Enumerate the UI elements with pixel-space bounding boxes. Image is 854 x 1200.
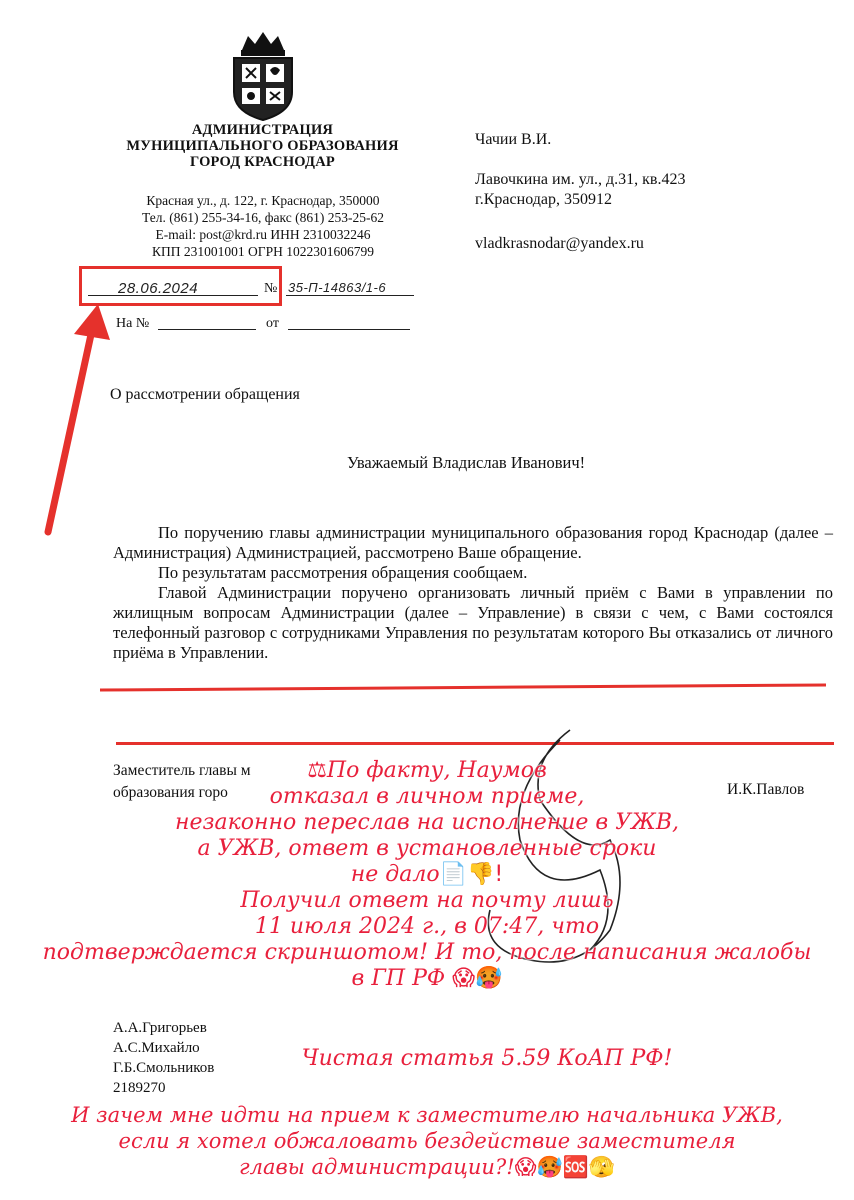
coat-of-arms-emblem [228, 30, 298, 122]
executor-2: А.С.Михайло [113, 1040, 200, 1056]
org-line-3: ГОРОД КРАСНОДАР [190, 154, 335, 170]
na-line [158, 315, 256, 330]
body-paragraph-2: По результатам рассмотрения обращения сообщаем. [158, 563, 528, 582]
ot-line [288, 315, 410, 330]
red-underline-1 [100, 683, 826, 691]
annotation-block-2 [0, 1102, 854, 1180]
letter-greeting: Уважаемый Владислав Иванович! [347, 453, 586, 472]
ot-label: от [266, 316, 279, 331]
number-handwritten: 35-П-14863/1-6 [288, 280, 387, 295]
contact-phone: Тел. (861) 255-34-16, факс (861) 253-25-62 [141, 210, 384, 225]
signatory-name: И.К.Павлов [727, 781, 805, 798]
signatory-line-1: Заместитель главы м [113, 762, 251, 779]
letter-subject: О рассмотрении обращения [110, 386, 300, 403]
annotation-line-9: в ГП РФ 😱🥵 [351, 966, 503, 991]
signatory-line-2: образования горо [113, 784, 228, 801]
organization-name [110, 122, 415, 170]
annotation-line-3: незаконно переслав на исполнение в УЖВ, [174, 810, 680, 835]
annotation-article: Чистая статья 5.59 КоАП РФ! [301, 1046, 673, 1071]
executor-3: Г.Б.Смольников [113, 1060, 215, 1076]
number-label: № [264, 281, 278, 296]
shocked-face-icon: 😱🥵 [452, 966, 503, 991]
executor-1: А.А.Григорьев [113, 1020, 207, 1036]
na-label: На № [116, 316, 150, 331]
red-arrow-icon [30, 300, 120, 540]
annotation-line-11: И зачем мне идти на прием к заместителю начальника УЖВ, [71, 1103, 783, 1127]
date-handwritten: 28.06.2024 [118, 280, 199, 297]
contact-email-inn: E-mail: post@krd.ru ИНН 2310032246 [155, 227, 371, 242]
sos-icon: 😱🥵🆘🫣 [514, 1155, 615, 1179]
recipient-block [475, 130, 685, 254]
recipient-email: vladkrasnodar@yandex.ru [475, 235, 644, 252]
annotation-line-1: ⚖По факту, Наумов [307, 758, 547, 783]
recipient-name: Чачии В.И. [475, 131, 552, 148]
annotation-line-2: отказал в личном приеме, [269, 784, 585, 809]
document-thumbs-down-icon: 📄👎! [439, 862, 504, 887]
annotation-line-7: 11 июля 2024 г., в 07:47, что [254, 914, 600, 939]
annotation-block-1 [0, 758, 854, 992]
letter-body [113, 523, 833, 663]
annotation-line-8: подтверждается скриншотом! И то, после написания жалобы [42, 940, 812, 965]
body-paragraph-3: Главой Администрации поручено организовать личный приём с Вами в управлении по жилищным вопросам Администрации (далее – Управление) в связи с чем, с Вами состоялся телефонный разговор с сотрудниками Управления по результатам которого Вы отказались от личного приёма в Управлении. [113, 583, 833, 662]
scales-icon: ⚖ [307, 758, 327, 783]
annotation-line-4: а УЖВ, ответ в установленные сроки [197, 836, 657, 861]
org-line-1: АДМИНИСТРАЦИЯ [191, 122, 334, 138]
annotation-line-6: Получил ответ на почту лишь [240, 888, 614, 913]
executor-phone: 2189270 [113, 1080, 166, 1096]
contact-address: Красная ул., д. 122, г. Краснодар, 350000 [146, 193, 380, 208]
organization-contacts [108, 192, 418, 260]
body-paragraph-1: По поручению главы администрации муниципального образования город Краснодар (далее – Администрация) Администрацией, рассмотрено Ваше обращение. [113, 523, 833, 562]
recipient-address-line-1: Лавочкина им. ул., д.31, кв.423 [475, 171, 686, 188]
org-line-2: МУНИЦИПАЛЬНОГО ОБРАЗОВАНИЯ [126, 138, 399, 154]
annotation-line-12: если я хотел обжаловать бездействие заместителя [118, 1129, 736, 1153]
annotation-line-5: не дало📄👎! [350, 862, 504, 887]
recipient-address-line-2: г.Краснодар, 350912 [475, 191, 612, 208]
annotation-line-13: главы администрации?!😱🥵🆘🫣 [238, 1155, 615, 1179]
contact-kpp-ogrn: КПП 231001001 ОГРН 1022301606799 [152, 244, 374, 259]
